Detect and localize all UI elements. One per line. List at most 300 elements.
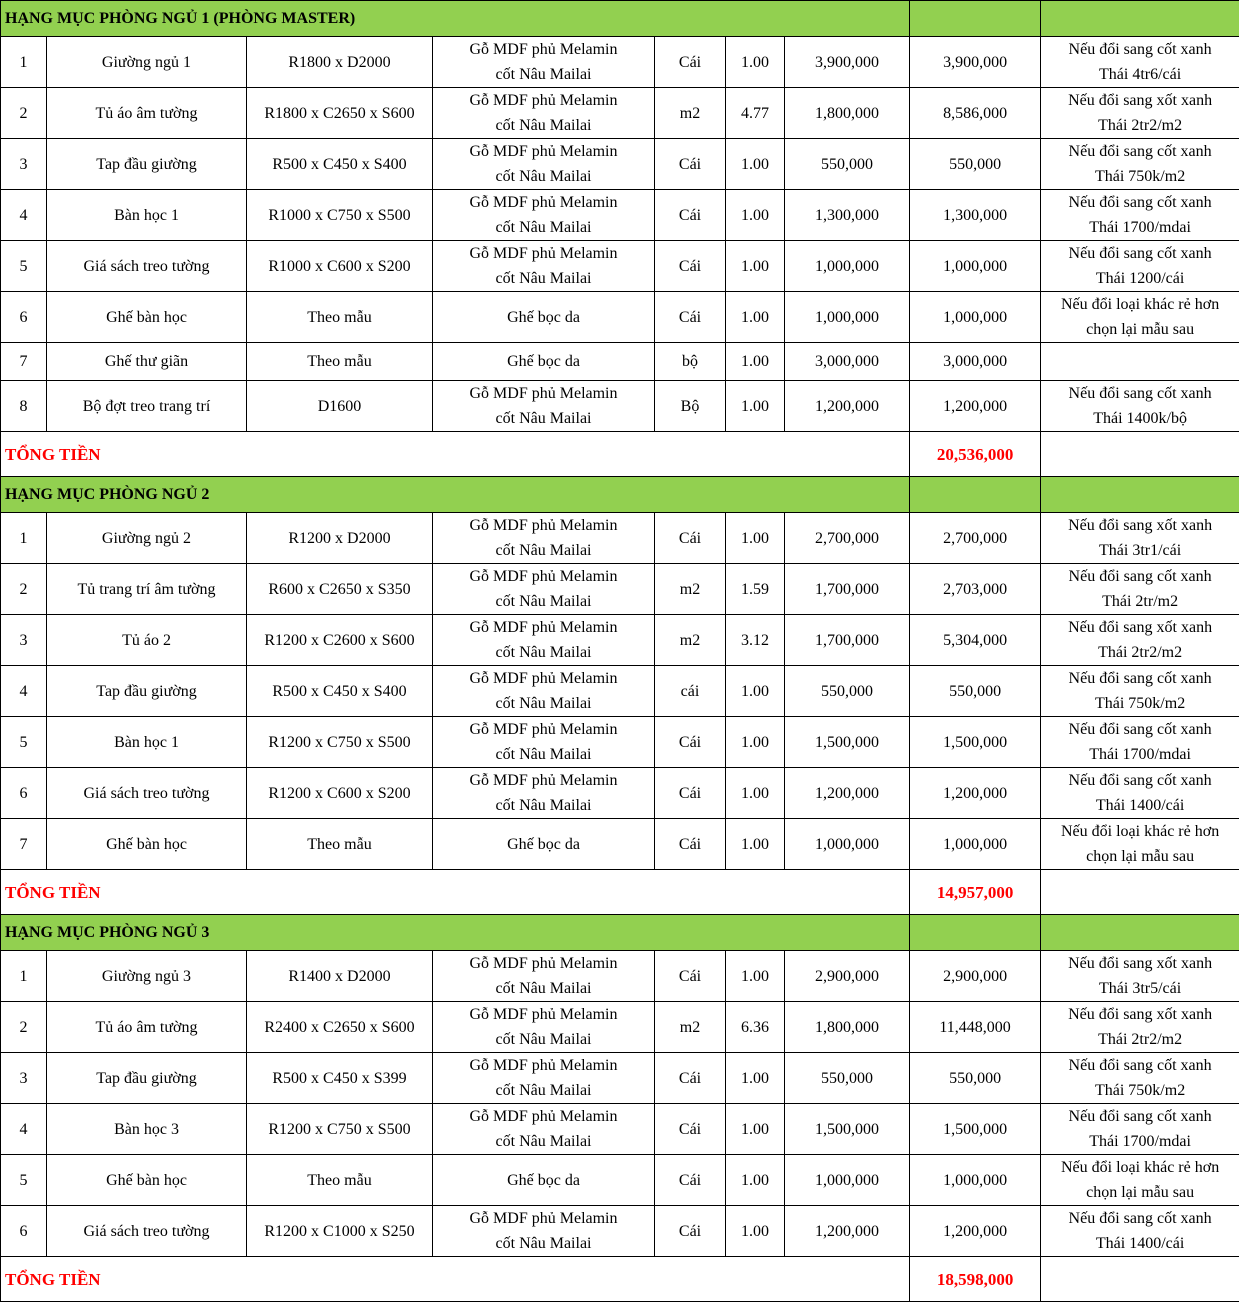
item-amount: 1,500,000 — [910, 1104, 1041, 1155]
item-unit-price: 2,900,000 — [785, 951, 910, 1002]
row-number: 5 — [1, 241, 47, 292]
item-note-line: Nếu đổi sang xốt xanh — [1043, 513, 1237, 538]
item-unit-price: 1,300,000 — [785, 190, 910, 241]
total-note-cell — [1041, 432, 1239, 477]
row-number: 2 — [1, 564, 47, 615]
item-quantity: 1.00 — [726, 1053, 785, 1104]
item-name: Tap đầu giường — [47, 139, 247, 190]
item-note-line: Nếu đổi sang xốt xanh — [1043, 951, 1237, 976]
row-number: 3 — [1, 1053, 47, 1104]
item-material-line: cốt Nâu Mailai — [435, 589, 652, 614]
item-name: Tap đầu giường — [47, 666, 247, 717]
item-size: R1800 x C2650 x S600 — [247, 88, 433, 139]
item-note — [1041, 666, 1239, 717]
item-note-line: Thái 1700/mdai — [1043, 215, 1237, 240]
item-name: Tủ áo 2 — [47, 615, 247, 666]
item-material-line: Gỗ MDF phủ Melamin — [435, 717, 652, 742]
item-material-line: Gỗ MDF phủ Melamin — [435, 951, 652, 976]
item-note-line: Nếu đổi sang cốt xanh — [1043, 717, 1237, 742]
item-material-line: cốt Nâu Mailai — [435, 793, 652, 818]
item-material-line: cốt Nâu Mailai — [435, 113, 652, 138]
table-row — [1, 1053, 1239, 1104]
total-note-cell — [1041, 1257, 1239, 1302]
total-note-cell — [1041, 870, 1239, 915]
item-material-line: Gỗ MDF phủ Melamin — [435, 190, 652, 215]
total-label: TỔNG TIỀN — [1, 1257, 910, 1302]
item-note-line: Thái 4tr6/cái — [1043, 62, 1237, 87]
item-note-line: Nếu đổi sang xốt xanh — [1043, 1002, 1237, 1027]
row-number: 8 — [1, 381, 47, 432]
item-amount: 550,000 — [910, 1053, 1041, 1104]
item-size: D1600 — [247, 381, 433, 432]
item-unit: Cái — [655, 292, 726, 343]
item-material-line: Gỗ MDF phủ Melamin — [435, 1104, 652, 1129]
item-quantity: 1.00 — [726, 190, 785, 241]
item-unit-price: 1,200,000 — [785, 381, 910, 432]
table-row — [1, 768, 1239, 819]
item-quantity: 4.77 — [726, 88, 785, 139]
item-quantity: 1.00 — [726, 1104, 785, 1155]
total-label: TỔNG TIỀN — [1, 870, 910, 915]
item-name: Ghế thư giãn — [47, 343, 247, 381]
row-number: 3 — [1, 139, 47, 190]
item-name: Giường ngủ 3 — [47, 951, 247, 1002]
item-material — [433, 768, 655, 819]
item-size: R1200 x D2000 — [247, 513, 433, 564]
table-row — [1, 1104, 1239, 1155]
item-material — [433, 615, 655, 666]
item-note-line: Nếu đổi sang cốt xanh — [1043, 768, 1237, 793]
item-size: R500 x C450 x S400 — [247, 139, 433, 190]
table-row — [1, 1155, 1239, 1206]
item-note — [1041, 564, 1239, 615]
item-name: Bàn học 1 — [47, 190, 247, 241]
item-note-line: Nếu đổi sang cốt xanh — [1043, 241, 1237, 266]
item-material — [433, 564, 655, 615]
item-note — [1041, 381, 1239, 432]
item-material-line: Gỗ MDF phủ Melamin — [435, 1002, 652, 1027]
table-row — [1, 513, 1239, 564]
item-quantity: 1.00 — [726, 717, 785, 768]
item-note — [1041, 1104, 1239, 1155]
row-number: 1 — [1, 951, 47, 1002]
item-note-line: Nếu đổi sang cốt xanh — [1043, 139, 1237, 164]
section-header-amount-cell — [910, 477, 1041, 513]
item-material-line: cốt Nâu Mailai — [435, 215, 652, 240]
section-header-row — [1, 915, 1239, 951]
item-material-line: Gỗ MDF phủ Melamin — [435, 1206, 652, 1231]
item-size: R1200 x C2600 x S600 — [247, 615, 433, 666]
item-note-line: Thái 1400/cái — [1043, 793, 1237, 818]
item-unit: Cái — [655, 1104, 726, 1155]
item-amount: 1,200,000 — [910, 1206, 1041, 1257]
item-size: Theo mẫu — [247, 292, 433, 343]
item-note — [1041, 951, 1239, 1002]
table-row — [1, 1206, 1239, 1257]
item-material-line: Gỗ MDF phủ Melamin — [435, 381, 652, 406]
item-material-line: cốt Nâu Mailai — [435, 1027, 652, 1052]
item-unit: Cái — [655, 1206, 726, 1257]
item-note — [1041, 717, 1239, 768]
item-note-line: Thái 2tr2/m2 — [1043, 113, 1237, 138]
item-note — [1041, 88, 1239, 139]
item-amount: 1,000,000 — [910, 1155, 1041, 1206]
item-note-line: Nếu đổi sang cốt xanh — [1043, 666, 1237, 691]
item-unit-price: 1,000,000 — [785, 1155, 910, 1206]
item-material — [433, 513, 655, 564]
item-note-line: Nếu đổi sang cốt xanh — [1043, 37, 1237, 62]
item-note-line: Nếu đổi sang cốt xanh — [1043, 1206, 1237, 1231]
row-number: 7 — [1, 343, 47, 381]
table-row — [1, 292, 1239, 343]
item-amount: 1,200,000 — [910, 381, 1041, 432]
table-row — [1, 717, 1239, 768]
item-material-line: Ghế bọc da — [435, 1168, 652, 1193]
section-title: HẠNG MỤC PHÒNG NGỦ 1 (PHÒNG MASTER) — [1, 1, 910, 37]
item-unit: Cái — [655, 241, 726, 292]
item-unit: m2 — [655, 564, 726, 615]
item-unit-price: 550,000 — [785, 139, 910, 190]
item-unit: Cái — [655, 37, 726, 88]
item-material — [433, 1104, 655, 1155]
item-material — [433, 1155, 655, 1206]
total-value: 18,598,000 — [910, 1257, 1041, 1302]
item-quantity: 1.00 — [726, 666, 785, 717]
item-material-line: Gỗ MDF phủ Melamin — [435, 666, 652, 691]
item-unit: Bộ — [655, 381, 726, 432]
item-size: Theo mẫu — [247, 343, 433, 381]
section-header-row — [1, 1, 1239, 37]
item-amount: 3,000,000 — [910, 343, 1041, 381]
item-quantity: 3.12 — [726, 615, 785, 666]
item-unit: Cái — [655, 819, 726, 870]
section-title: HẠNG MỤC PHÒNG NGỦ 2 — [1, 477, 910, 513]
table-row — [1, 343, 1239, 381]
item-material-line: cốt Nâu Mailai — [435, 742, 652, 767]
item-name: Bộ đợt treo trang trí — [47, 381, 247, 432]
item-note-line: Thái 750k/m2 — [1043, 1078, 1237, 1103]
item-unit: Cái — [655, 190, 726, 241]
item-note — [1041, 343, 1239, 381]
row-number: 5 — [1, 1155, 47, 1206]
item-material-line: Gỗ MDF phủ Melamin — [435, 768, 652, 793]
item-amount: 1,000,000 — [910, 241, 1041, 292]
item-unit: m2 — [655, 615, 726, 666]
item-material — [433, 88, 655, 139]
item-note — [1041, 1002, 1239, 1053]
item-note-line: chọn lại mẫu sau — [1043, 844, 1237, 869]
table-row — [1, 88, 1239, 139]
row-number: 4 — [1, 1104, 47, 1155]
item-note-line: Nếu đổi sang cốt xanh — [1043, 1104, 1237, 1129]
item-unit-price: 1,500,000 — [785, 717, 910, 768]
item-note-line: Thái 1700/mdai — [1043, 1129, 1237, 1154]
row-number: 4 — [1, 666, 47, 717]
item-quantity: 1.00 — [726, 951, 785, 1002]
total-row — [1, 870, 1239, 915]
item-amount: 5,304,000 — [910, 615, 1041, 666]
total-value: 14,957,000 — [910, 870, 1041, 915]
item-name: Ghế bàn học — [47, 292, 247, 343]
item-note — [1041, 1053, 1239, 1104]
item-name: Giường ngủ 2 — [47, 513, 247, 564]
total-value: 20,536,000 — [910, 432, 1041, 477]
item-unit: Cái — [655, 513, 726, 564]
item-quantity: 1.00 — [726, 768, 785, 819]
section-header-row — [1, 477, 1239, 513]
item-unit: Cái — [655, 139, 726, 190]
item-amount: 8,586,000 — [910, 88, 1041, 139]
item-name: Ghế bàn học — [47, 1155, 247, 1206]
item-quantity: 1.00 — [726, 819, 785, 870]
table-row — [1, 190, 1239, 241]
item-material — [433, 37, 655, 88]
table-row — [1, 241, 1239, 292]
item-note — [1041, 190, 1239, 241]
item-unit-price: 550,000 — [785, 1053, 910, 1104]
item-name: Tủ áo âm tường — [47, 1002, 247, 1053]
item-unit: Cái — [655, 768, 726, 819]
item-note-line: Nếu đổi sang cốt xanh — [1043, 190, 1237, 215]
row-number: 7 — [1, 819, 47, 870]
item-quantity: 1.00 — [726, 381, 785, 432]
item-amount: 1,000,000 — [910, 819, 1041, 870]
item-note-line: chọn lại mẫu sau — [1043, 1180, 1237, 1205]
row-number: 6 — [1, 292, 47, 343]
item-note-line: Thái 3tr1/cái — [1043, 538, 1237, 563]
table-row — [1, 1002, 1239, 1053]
item-note-line: Thái 3tr5/cái — [1043, 976, 1237, 1001]
item-material — [433, 1206, 655, 1257]
item-material-line: cốt Nâu Mailai — [435, 1078, 652, 1103]
sheet-body — [1, 1, 1239, 1302]
item-quantity: 1.00 — [726, 241, 785, 292]
item-material-line: Ghế bọc da — [435, 305, 652, 330]
item-note-line: Nếu đổi sang xốt xanh — [1043, 88, 1237, 113]
item-note-line: Thái 750k/m2 — [1043, 164, 1237, 189]
item-material-line: cốt Nâu Mailai — [435, 406, 652, 431]
item-material-line: Ghế bọc da — [435, 349, 652, 374]
item-unit-price: 1,000,000 — [785, 241, 910, 292]
table-row — [1, 951, 1239, 1002]
item-material — [433, 190, 655, 241]
row-number: 6 — [1, 768, 47, 819]
item-amount: 2,900,000 — [910, 951, 1041, 1002]
table-row — [1, 615, 1239, 666]
item-note-line: chọn lại mẫu sau — [1043, 317, 1237, 342]
item-note-line: Nếu đổi sang cốt xanh — [1043, 1053, 1237, 1078]
item-note-line: Thái 1200/cái — [1043, 266, 1237, 291]
table-row — [1, 819, 1239, 870]
item-amount: 1,500,000 — [910, 717, 1041, 768]
item-note — [1041, 1206, 1239, 1257]
item-unit-price: 1,700,000 — [785, 564, 910, 615]
item-unit-price: 1,000,000 — [785, 292, 910, 343]
item-material-line: Gỗ MDF phủ Melamin — [435, 615, 652, 640]
item-note-line: Thái 1400k/bộ — [1043, 406, 1237, 431]
item-material-line: cốt Nâu Mailai — [435, 164, 652, 189]
item-unit-price: 2,700,000 — [785, 513, 910, 564]
item-unit: m2 — [655, 88, 726, 139]
item-unit-price: 1,000,000 — [785, 819, 910, 870]
item-amount: 2,703,000 — [910, 564, 1041, 615]
table-row — [1, 381, 1239, 432]
item-size: R1000 x C600 x S200 — [247, 241, 433, 292]
row-number: 6 — [1, 1206, 47, 1257]
item-name: Tủ trang trí âm tường — [47, 564, 247, 615]
item-note-line: Nếu đổi loại khác rẻ hơn — [1043, 1155, 1237, 1180]
row-number: 4 — [1, 190, 47, 241]
item-material — [433, 1002, 655, 1053]
item-unit-price: 1,500,000 — [785, 1104, 910, 1155]
item-material — [433, 381, 655, 432]
item-unit: cái — [655, 666, 726, 717]
section-header-amount-cell — [910, 915, 1041, 951]
item-material-line: Ghế bọc da — [435, 832, 652, 857]
item-material-line: cốt Nâu Mailai — [435, 640, 652, 665]
item-amount: 1,000,000 — [910, 292, 1041, 343]
item-note — [1041, 139, 1239, 190]
item-unit-price: 1,800,000 — [785, 1002, 910, 1053]
item-material-line: Gỗ MDF phủ Melamin — [435, 139, 652, 164]
item-note-line: Thái 1400/cái — [1043, 1231, 1237, 1256]
item-material-line: Gỗ MDF phủ Melamin — [435, 241, 652, 266]
row-number: 1 — [1, 37, 47, 88]
item-material-line: Gỗ MDF phủ Melamin — [435, 37, 652, 62]
item-unit: Cái — [655, 1155, 726, 1206]
table-row — [1, 139, 1239, 190]
item-size: R1200 x C1000 x S250 — [247, 1206, 433, 1257]
table-row — [1, 666, 1239, 717]
row-number: 2 — [1, 88, 47, 139]
item-unit-price: 1,700,000 — [785, 615, 910, 666]
item-quantity: 1.00 — [726, 1206, 785, 1257]
item-unit: m2 — [655, 1002, 726, 1053]
item-note-line: Nếu đổi sang cốt xanh — [1043, 564, 1237, 589]
item-size: R500 x C450 x S400 — [247, 666, 433, 717]
item-note — [1041, 768, 1239, 819]
row-number: 3 — [1, 615, 47, 666]
item-material — [433, 241, 655, 292]
item-name: Giá sách treo tường — [47, 1206, 247, 1257]
item-unit-price: 1,200,000 — [785, 1206, 910, 1257]
item-size: R2400 x C2650 x S600 — [247, 1002, 433, 1053]
item-unit-price: 1,200,000 — [785, 768, 910, 819]
item-amount: 1,200,000 — [910, 768, 1041, 819]
item-quantity: 1.00 — [726, 139, 785, 190]
item-material-line: Gỗ MDF phủ Melamin — [435, 564, 652, 589]
item-note — [1041, 292, 1239, 343]
item-note-line: Nếu đổi loại khác rẻ hơn — [1043, 819, 1237, 844]
item-unit-price: 3,000,000 — [785, 343, 910, 381]
item-material — [433, 819, 655, 870]
item-name: Giá sách treo tường — [47, 241, 247, 292]
item-name: Tủ áo âm tường — [47, 88, 247, 139]
table-row — [1, 564, 1239, 615]
item-material-line: cốt Nâu Mailai — [435, 1129, 652, 1154]
item-unit: bộ — [655, 343, 726, 381]
item-quantity: 6.36 — [726, 1002, 785, 1053]
item-note — [1041, 1155, 1239, 1206]
item-quantity: 1.00 — [726, 513, 785, 564]
item-note-line: Thái 2tr2/m2 — [1043, 1027, 1237, 1052]
item-unit-price: 3,900,000 — [785, 37, 910, 88]
item-material-line: Gỗ MDF phủ Melamin — [435, 1053, 652, 1078]
section-header-note-cell — [1041, 477, 1239, 513]
item-note — [1041, 241, 1239, 292]
item-quantity: 1.00 — [726, 292, 785, 343]
section-header-note-cell — [1041, 1, 1239, 37]
item-note-line: Nếu đổi sang cốt xanh — [1043, 381, 1237, 406]
item-name: Giường ngủ 1 — [47, 37, 247, 88]
item-name: Tap đầu giường — [47, 1053, 247, 1104]
item-size: Theo mẫu — [247, 819, 433, 870]
item-unit-price: 1,800,000 — [785, 88, 910, 139]
item-note-line: Thái 2tr/m2 — [1043, 589, 1237, 614]
item-size: R1400 x D2000 — [247, 951, 433, 1002]
item-size: R1200 x C750 x S500 — [247, 717, 433, 768]
item-unit: Cái — [655, 951, 726, 1002]
item-amount: 550,000 — [910, 666, 1041, 717]
item-name: Bàn học 1 — [47, 717, 247, 768]
item-note-line: Nếu đổi loại khác rẻ hơn — [1043, 292, 1237, 317]
item-size: R600 x C2650 x S350 — [247, 564, 433, 615]
row-number: 1 — [1, 513, 47, 564]
section-header-note-cell — [1041, 915, 1239, 951]
item-name: Bàn học 3 — [47, 1104, 247, 1155]
item-material-line: cốt Nâu Mailai — [435, 266, 652, 291]
item-material-line: cốt Nâu Mailai — [435, 62, 652, 87]
item-quantity: 1.00 — [726, 37, 785, 88]
item-material-line: Gỗ MDF phủ Melamin — [435, 88, 652, 113]
item-name: Ghế bàn học — [47, 819, 247, 870]
item-note-line: Thái 750k/m2 — [1043, 691, 1237, 716]
item-material — [433, 951, 655, 1002]
item-material-line: cốt Nâu Mailai — [435, 976, 652, 1001]
item-material-line: Gỗ MDF phủ Melamin — [435, 513, 652, 538]
item-material — [433, 343, 655, 381]
item-quantity: 1.00 — [726, 1155, 785, 1206]
row-number: 5 — [1, 717, 47, 768]
row-number: 2 — [1, 1002, 47, 1053]
item-amount: 550,000 — [910, 139, 1041, 190]
item-material-line: cốt Nâu Mailai — [435, 691, 652, 716]
item-note — [1041, 37, 1239, 88]
item-note — [1041, 615, 1239, 666]
item-amount: 2,700,000 — [910, 513, 1041, 564]
section-title: HẠNG MỤC PHÒNG NGỦ 3 — [1, 915, 910, 951]
total-row — [1, 1257, 1239, 1302]
item-material — [433, 139, 655, 190]
item-material-line: cốt Nâu Mailai — [435, 1231, 652, 1256]
item-material — [433, 717, 655, 768]
total-label: TỔNG TIỀN — [1, 432, 910, 477]
item-size: R500 x C450 x S399 — [247, 1053, 433, 1104]
item-note-line: Thái 2tr2/m2 — [1043, 640, 1237, 665]
item-amount: 11,448,000 — [910, 1002, 1041, 1053]
item-unit: Cái — [655, 1053, 726, 1104]
item-size: R1200 x C750 x S500 — [247, 1104, 433, 1155]
section-header-amount-cell — [910, 1, 1041, 37]
item-material-line: cốt Nâu Mailai — [435, 538, 652, 563]
item-note-line: Nếu đổi sang xốt xanh — [1043, 615, 1237, 640]
item-quantity: 1.59 — [726, 564, 785, 615]
item-material — [433, 666, 655, 717]
item-name: Giá sách treo tường — [47, 768, 247, 819]
item-material — [433, 1053, 655, 1104]
item-size: Theo mẫu — [247, 1155, 433, 1206]
item-note — [1041, 513, 1239, 564]
